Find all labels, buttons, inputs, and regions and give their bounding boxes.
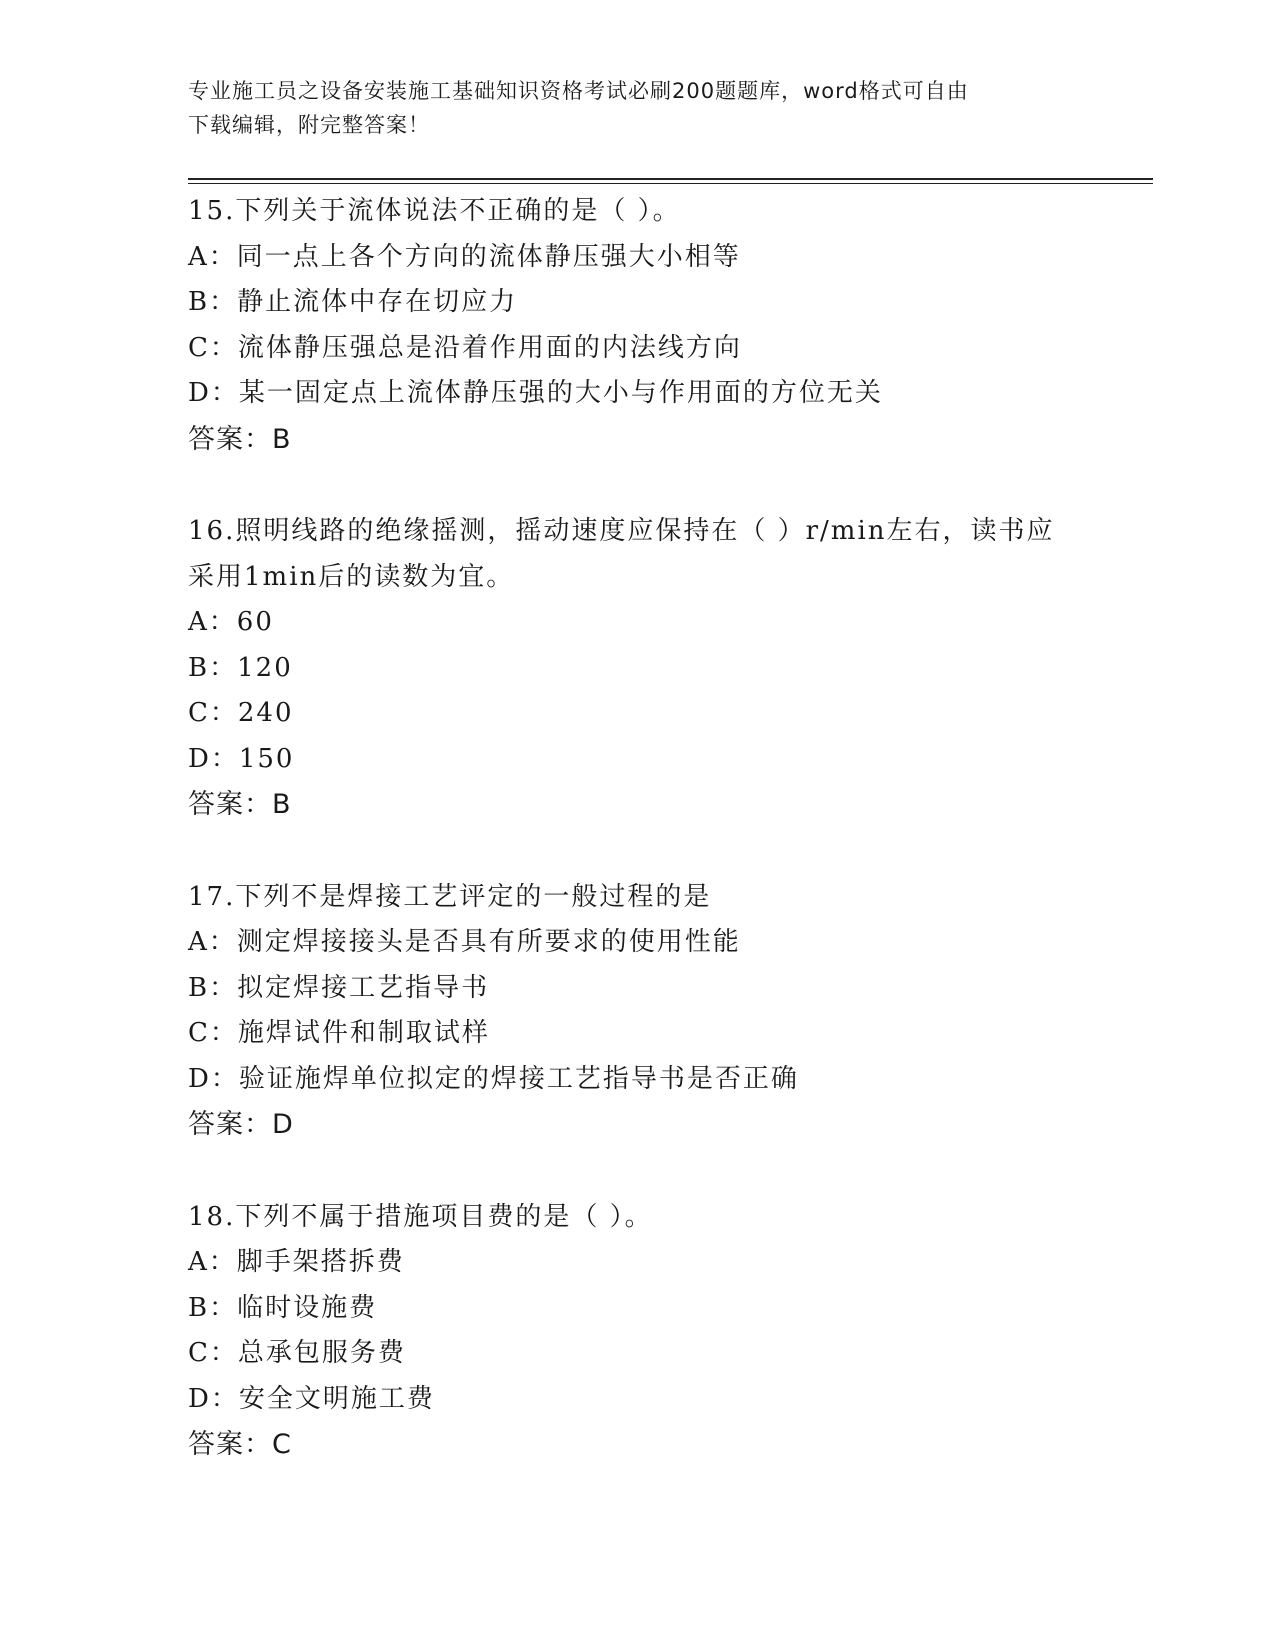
answer-label: 答案：C [188,1429,292,1460]
option-b: B：拟定焊接工艺指导书 [188,972,490,1003]
answer-label: 答案：B [188,423,292,455]
question-list [188,189,1148,1515]
option-c: C：施焊试件和制取试样 [188,1018,490,1048]
option-b: B：120 [188,652,293,683]
answer-label: 答案：D [188,1109,294,1140]
question-stem: 15.下列关于流体说法不正确的是（ ）。 [188,196,681,226]
header-divider-thick [188,178,1153,180]
option-a: A：测定焊接接头是否具有所要求的使用性能 [188,927,741,957]
option-d: D：150 [188,743,295,774]
option-c: C：总承包服务费 [188,1338,406,1368]
question-17 [188,875,1148,1148]
question-18 [188,1195,1148,1468]
answer-label: 答案：B [188,789,292,820]
question-stem-continued: 采用1min后的读数为宜。 [188,561,515,592]
header-line-1: 专业施工员之设备安装施工基础知识资格考试必刷200题题库，word格式可自由 [188,79,969,103]
option-a: A：脚手架搭拆费 [188,1247,405,1277]
header-divider-thin [188,183,1153,184]
question-stem: 18.下列不属于措施项目费的是（ ）。 [188,1201,653,1232]
question-15 [188,189,1148,462]
option-b: B：临时设施费 [188,1292,378,1323]
option-d: D：安全文明施工费 [188,1383,435,1414]
question-16 [188,509,1148,828]
option-c: C：流体静压强总是沿着作用面的内法线方向 [188,332,742,363]
header-line-2: 下载编辑，附完整答案！ [188,113,430,137]
question-stem: 17.下列不是焊接工艺评定的一般过程的是 [188,881,712,912]
option-d: D：验证施焊单位拟定的焊接工艺指导书是否正确 [188,1063,799,1094]
option-a: A：同一点上各个方向的流体静压强大小相等 [188,241,741,272]
option-d: D：某一固定点上流体静压强的大小与作用面的方位无关 [188,378,883,408]
option-a: A：60 [188,607,274,637]
document-header [188,74,1088,142]
question-stem: 16.照明线路的绝缘摇测，摇动速度应保持在（ ）r/min左右，读书应 [188,516,1055,546]
option-c: C：240 [188,698,294,728]
option-b: B：静止流体中存在切应力 [188,287,518,317]
